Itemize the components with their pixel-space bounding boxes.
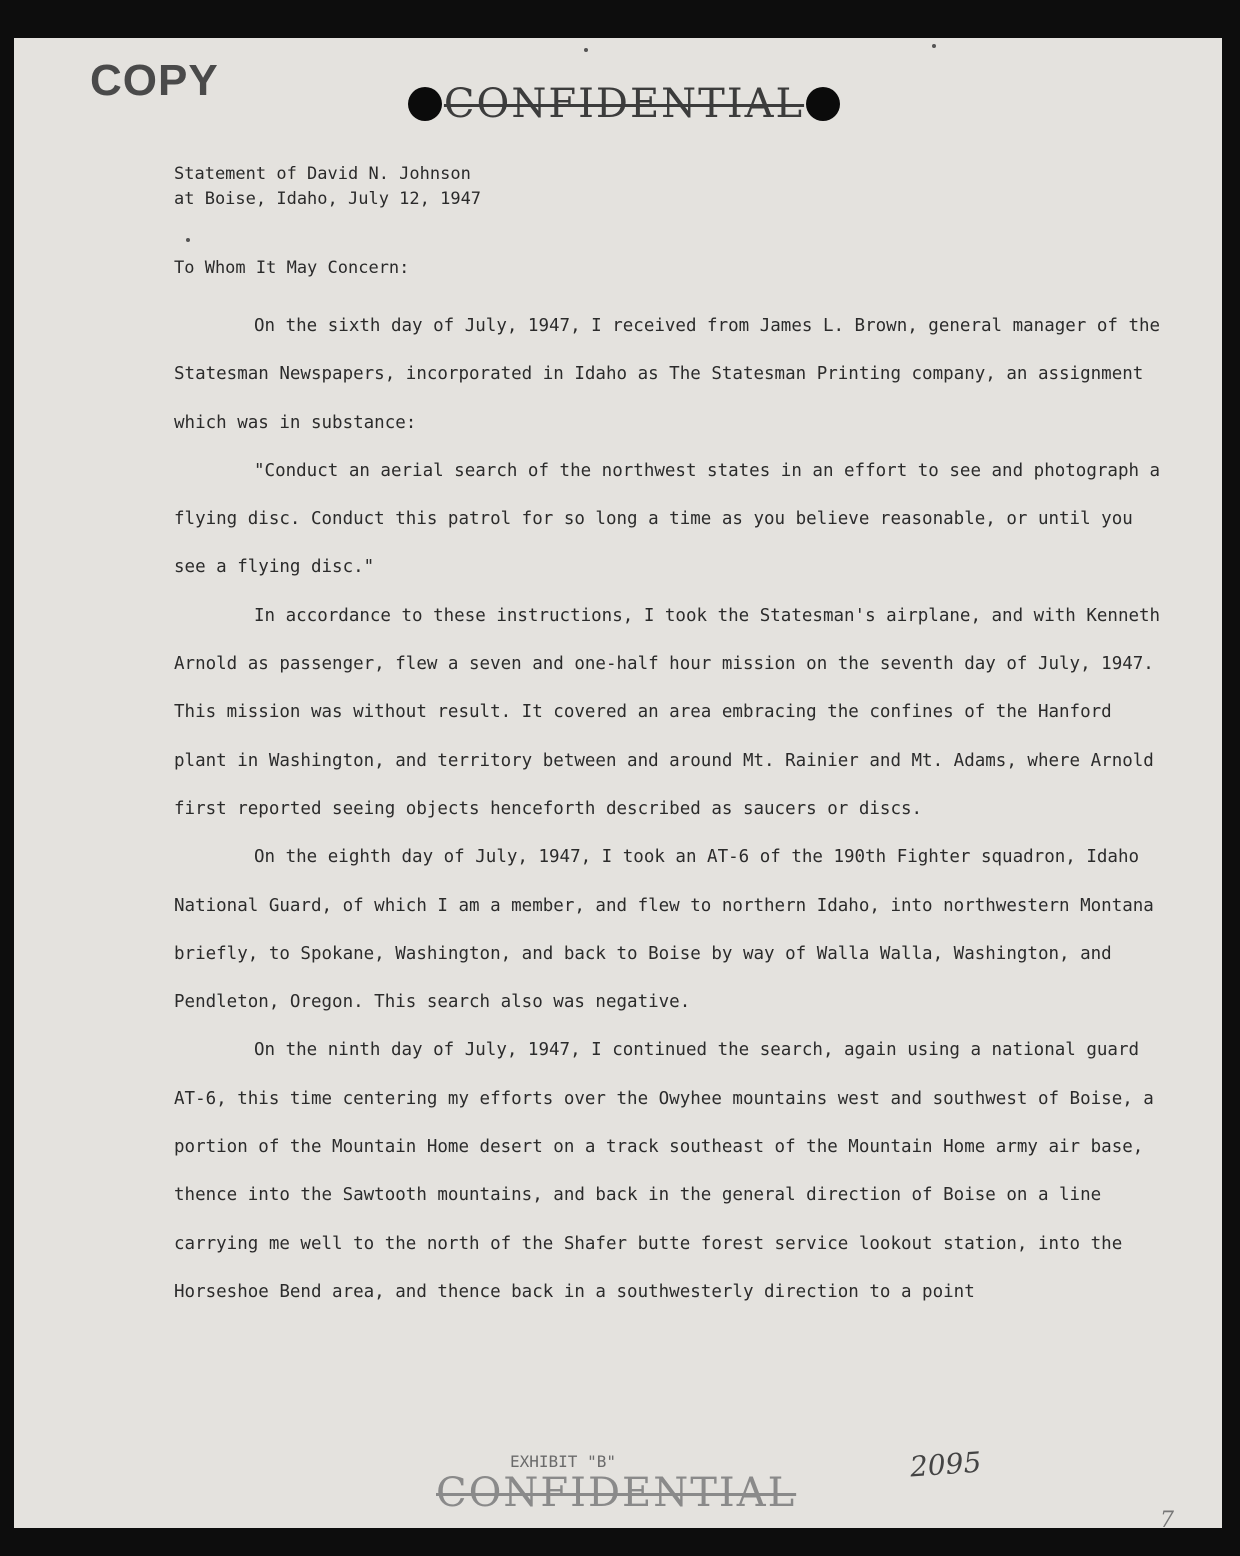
paragraph-1: On the sixth day of July, 1947, I received from James L. Brown, general manager of the Statesman Newspapers, incorporated in Idaho as The Statesman Printing company, an assignment which was in substance:	[174, 316, 1161, 433]
statement-heading	[174, 162, 481, 212]
punch-hole-left	[408, 87, 442, 121]
salutation: To Whom It May Concern:	[174, 258, 410, 278]
document-page	[14, 38, 1222, 1528]
paragraph-2-quoted-assignment: "Conduct an aerial search of the northwest states in an effort to see and photograph a flying disc. Conduct this patrol for so long a time as you believe reasonable, or until you see a flying disc."	[174, 460, 1161, 578]
heading-line-2: at Boise, Idaho, July 12, 1947	[174, 189, 482, 209]
speck-mark	[186, 238, 190, 242]
margin-mark: 7	[1160, 1508, 1174, 1528]
copy-stamp: COPY	[90, 56, 219, 105]
classification-stamp-top	[400, 72, 848, 136]
handwritten-page-number: 2095	[908, 1445, 983, 1484]
speck-mark	[932, 44, 936, 48]
classification-label-top: CONFIDENTIAL	[443, 81, 805, 127]
punch-hole-right	[806, 87, 840, 121]
exhibit-label: EXHIBIT "B"	[510, 1452, 616, 1471]
statement-body	[174, 302, 1174, 1316]
heading-line-1: Statement of David N. Johnson	[174, 164, 471, 184]
paragraph-5: On the ninth day of July, 1947, I continued the search, again using a national guard AT-6, this time centering my efforts over the Owyhee mountains west and southwest of Boise, a portion of the Mountain Home desert on a track southeast of the Mountain Home army air base, thence into the Sawtooth mountains, and back in the general direction of Boise on a line carrying me well to the north of the Shafer butte forest service lookout station, into the Horseshoe Bend area, and thence back in a southwesterly direction to a point	[174, 1040, 1154, 1302]
paragraph-3: In accordance to these instructions, I took the Statesman's airplane, and with Kenneth Arnold as passenger, flew a seven and one-half hour mission on the seventh day of July, 1947. This mission was without result. It covered an area embracing the confines of the Hanford plant in Washington, and territory between and around Mt. Rainier and Mt. Adams, where Arnold first reported seeing objects henceforth described as saucers or discs.	[174, 605, 1161, 819]
speck-mark	[584, 48, 588, 52]
classification-stamp-bottom: CONFIDENTIAL	[436, 1470, 797, 1516]
paragraph-4: On the eighth day of July, 1947, I took an AT-6 of the 190th Fighter squadron, Idaho National Guard, of which I am a member, and flew to northern Idaho, into northwestern Montana briefly, to Spokane, Washington, and back to Boise by way of Walla Walla, Washington, and Pendleton, Oregon. This search also was negative.	[174, 847, 1154, 1013]
